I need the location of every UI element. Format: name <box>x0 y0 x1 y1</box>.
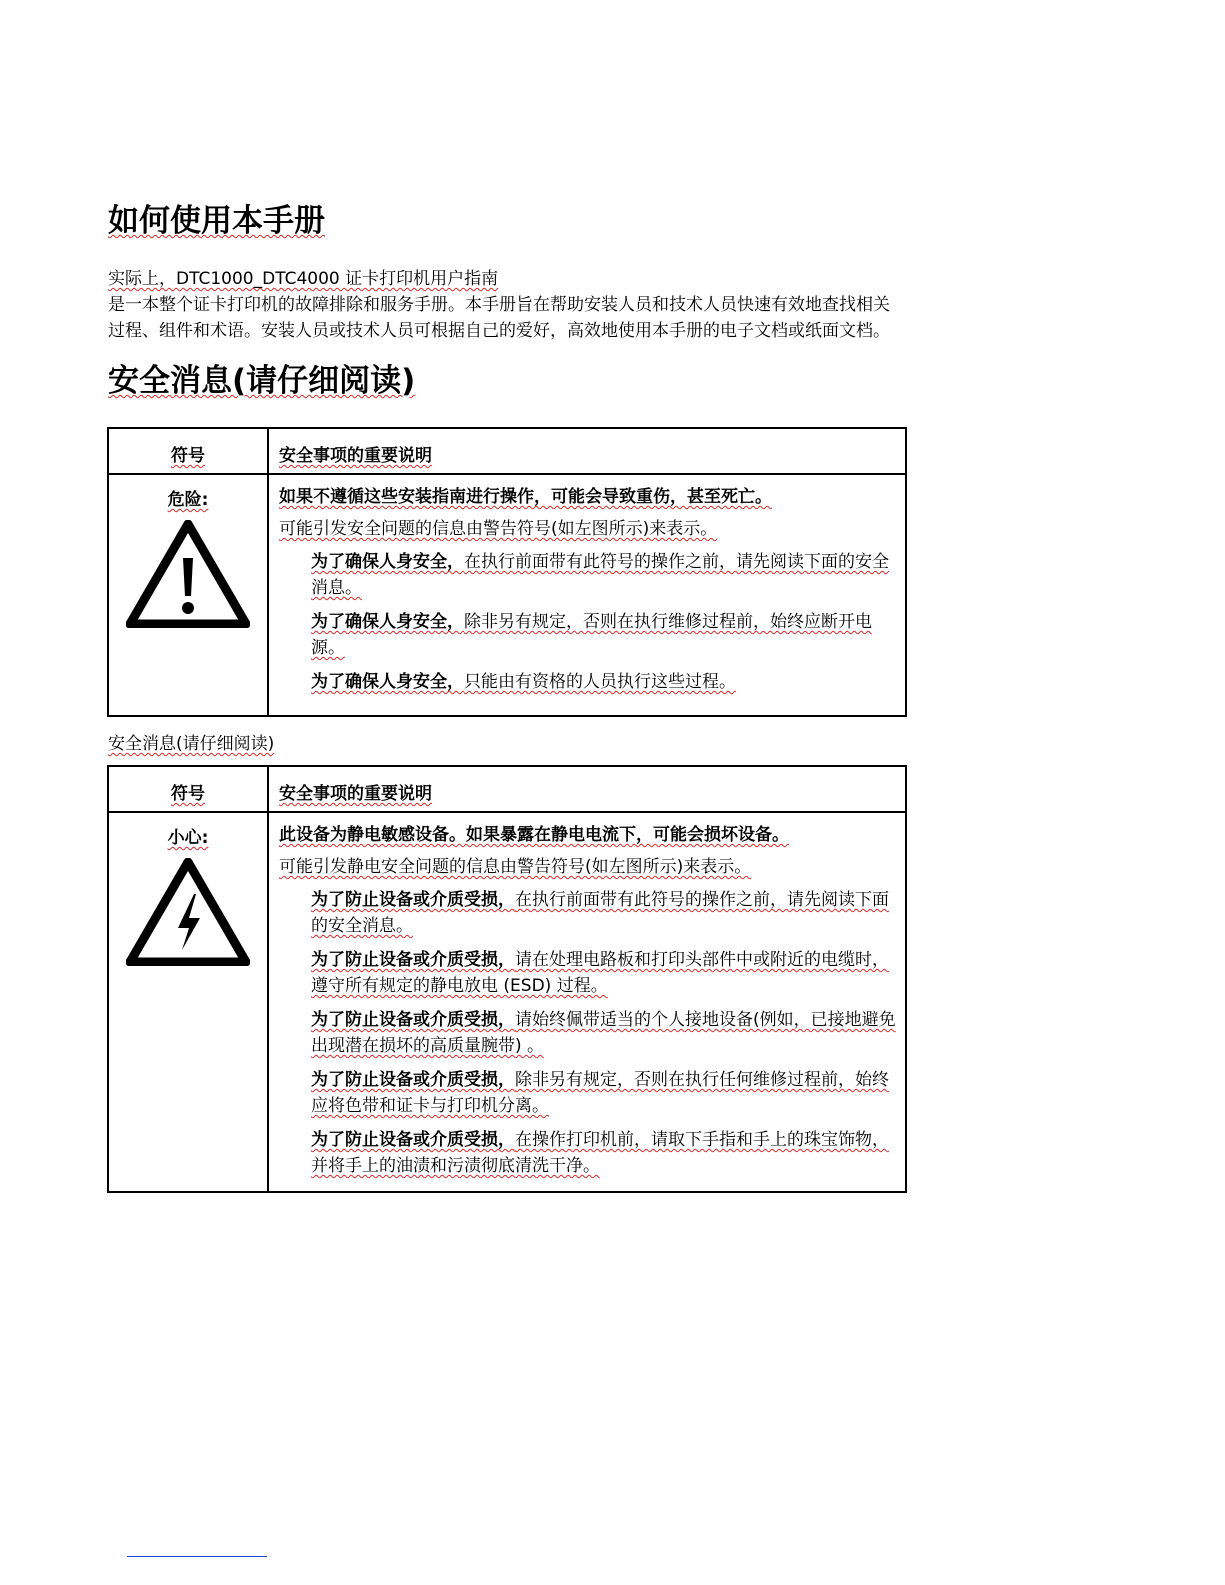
danger-description-cell <box>268 474 906 716</box>
danger-item: 为了确保人身安全，只能由有资格的人员执行这些过程。 <box>311 672 736 692</box>
caution-intro-text: 可能引发静电安全问题的信息由警告符号(如左图所示)来表示。 <box>279 857 752 877</box>
table-caption: 安全消息(请仔细阅读) <box>108 734 275 754</box>
danger-symbol-cell <box>108 474 268 716</box>
caution-label: 小心: <box>167 828 209 848</box>
description-header: 安全事项的重要说明 <box>279 784 432 804</box>
section-title-safety-messages: 安全消息(请仔细阅读) <box>108 363 416 399</box>
symbol-header-cell <box>108 766 268 812</box>
caution-item: 为了防止设备或介质受损，在操作打印机前，请取下手指和手上的珠宝饰物，并将手上的油渍和污渍彻底清洗干净。 <box>311 1130 889 1176</box>
caution-item: 为了防止设备或介质受损，请在处理电路板和打印头部件中或附近的电缆时，遵守所有规定的静电放电 (ESD) 过程。 <box>311 950 889 996</box>
lightning-warning-icon <box>126 858 250 966</box>
intro-line: 实际上，DTC1000_DTC4000 证卡打印机用户指南 <box>108 269 499 289</box>
danger-lead-text: 如果不遵循这些安装指南进行操作，可能会导致重伤，甚至死亡。 <box>279 487 772 507</box>
symbol-header: 符号 <box>171 784 205 804</box>
description-header-cell <box>268 766 906 812</box>
caution-item: 为了防止设备或介质受损，在执行前面带有此符号的操作之前，请先阅读下面的安全消息。 <box>311 890 889 936</box>
section-title-how-to-use: 如何使用本手册 <box>108 203 325 239</box>
symbol-header: 符号 <box>171 446 205 466</box>
danger-intro-text: 可能引发安全问题的信息由警告符号(如左图所示)来表示。 <box>279 519 718 539</box>
caution-item: 为了防止设备或介质受损，请始终佩带适当的个人接地设备(例如，已接地避免出现潜在损坏的高质量腕带) 。 <box>311 1010 896 1056</box>
caution-symbol-cell <box>108 812 268 1192</box>
description-header-cell <box>268 428 906 474</box>
exclamation-warning-icon <box>126 520 250 628</box>
intro-line: 是一本整个证卡打印机的故障排除和服务手册。本手册旨在帮助安装人员和技术人员快速有效地查找相关 <box>108 295 890 315</box>
description-header: 安全事项的重要说明 <box>279 446 432 466</box>
danger-item: 为了确保人身安全，在执行前面带有此符号的操作之前，请先阅读下面的安全消息。 <box>311 552 889 598</box>
intro-paragraph <box>108 266 1028 344</box>
danger-label: 危险: <box>167 490 209 510</box>
caution-lead-text: 此设备为静电敏感设备。如果暴露在静电电流下，可能会损坏设备。 <box>279 825 789 845</box>
symbol-header-cell <box>108 428 268 474</box>
caution-description-cell <box>268 812 906 1192</box>
danger-safety-table <box>107 427 907 717</box>
caution-item: 为了防止设备或介质受损，除非另有规定，否则在执行任何维修过程前，始终应将色带和证卡与打印机分离。 <box>311 1070 889 1116</box>
footnote-separator <box>127 1556 267 1557</box>
danger-item: 为了确保人身安全，除非另有规定，否则在执行维修过程前，始终应断开电源。 <box>311 612 872 658</box>
intro-line: 过程、组件和术语。安装人员或技术人员可根据自己的爱好，高效地使用本手册的电子文档或纸面文档。 <box>108 321 890 341</box>
caution-safety-table <box>107 765 907 1193</box>
